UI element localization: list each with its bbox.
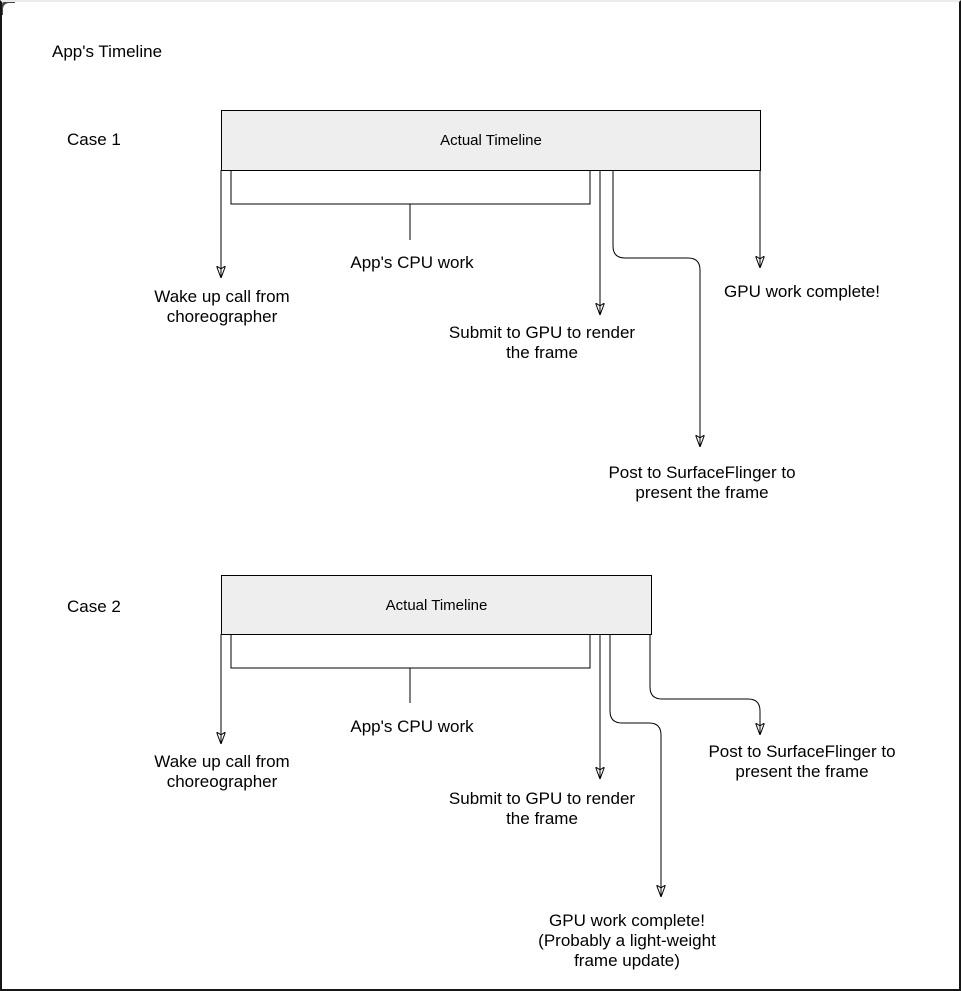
- case2-timeline-box-label: Actual Timeline: [385, 596, 488, 614]
- label-line: Wake up call from: [154, 287, 290, 306]
- label-line: Wake up call from: [154, 752, 290, 771]
- label-line: choreographer: [166, 307, 278, 326]
- label-line: present the frame: [635, 483, 769, 502]
- case1-submit-label: [449, 323, 635, 363]
- case1-timeline-box-label: Actual Timeline: [440, 132, 542, 149]
- case2-cpu-work-label: [350, 717, 473, 737]
- label-line: frame update): [574, 951, 680, 970]
- label-line: GPU work complete!: [724, 282, 880, 301]
- case1-label: Case 1: [67, 130, 121, 149]
- label-line: the frame: [506, 343, 578, 362]
- page-corner-accent: [0, 0, 15, 15]
- case1-cpu-bracket: [231, 170, 590, 204]
- case2-label: Case 2: [67, 597, 121, 616]
- case2-gpu-arrow: [610, 634, 661, 896]
- label-line: Post to SurfaceFlinger to: [708, 742, 896, 761]
- label-line: present the frame: [735, 762, 869, 781]
- diagram-title: App's Timeline: [52, 42, 163, 61]
- case2-post-arrow: [650, 634, 760, 734]
- label-line: (Probably a light-weight: [538, 931, 716, 950]
- label-line: Post to SurfaceFlinger to: [608, 463, 796, 482]
- case1-timeline-box: [221, 110, 761, 171]
- case2-cpu-bracket: [231, 634, 590, 668]
- label-line: the frame: [506, 809, 578, 828]
- case2-submit-label: [449, 789, 635, 829]
- case2-timeline-box: [221, 575, 652, 635]
- case2-gpu-complete-label: [538, 911, 716, 971]
- label-line: App's CPU work: [350, 253, 474, 272]
- case1-gpu-complete-label: [724, 282, 880, 302]
- case1-cpu-work-label: [350, 253, 473, 273]
- label-line: App's CPU work: [350, 717, 474, 736]
- case2-post-label: [708, 742, 895, 782]
- label-line: GPU work complete!: [549, 911, 705, 930]
- label-line: Submit to GPU to render: [448, 789, 636, 808]
- label-line: choreographer: [166, 772, 278, 791]
- case2-wakeup-label: [154, 752, 289, 792]
- case1-wakeup-label: [154, 287, 289, 327]
- label-line: Submit to GPU to render: [448, 323, 636, 342]
- case1-post-label: [608, 463, 795, 503]
- case1-post-arrow: [613, 170, 700, 446]
